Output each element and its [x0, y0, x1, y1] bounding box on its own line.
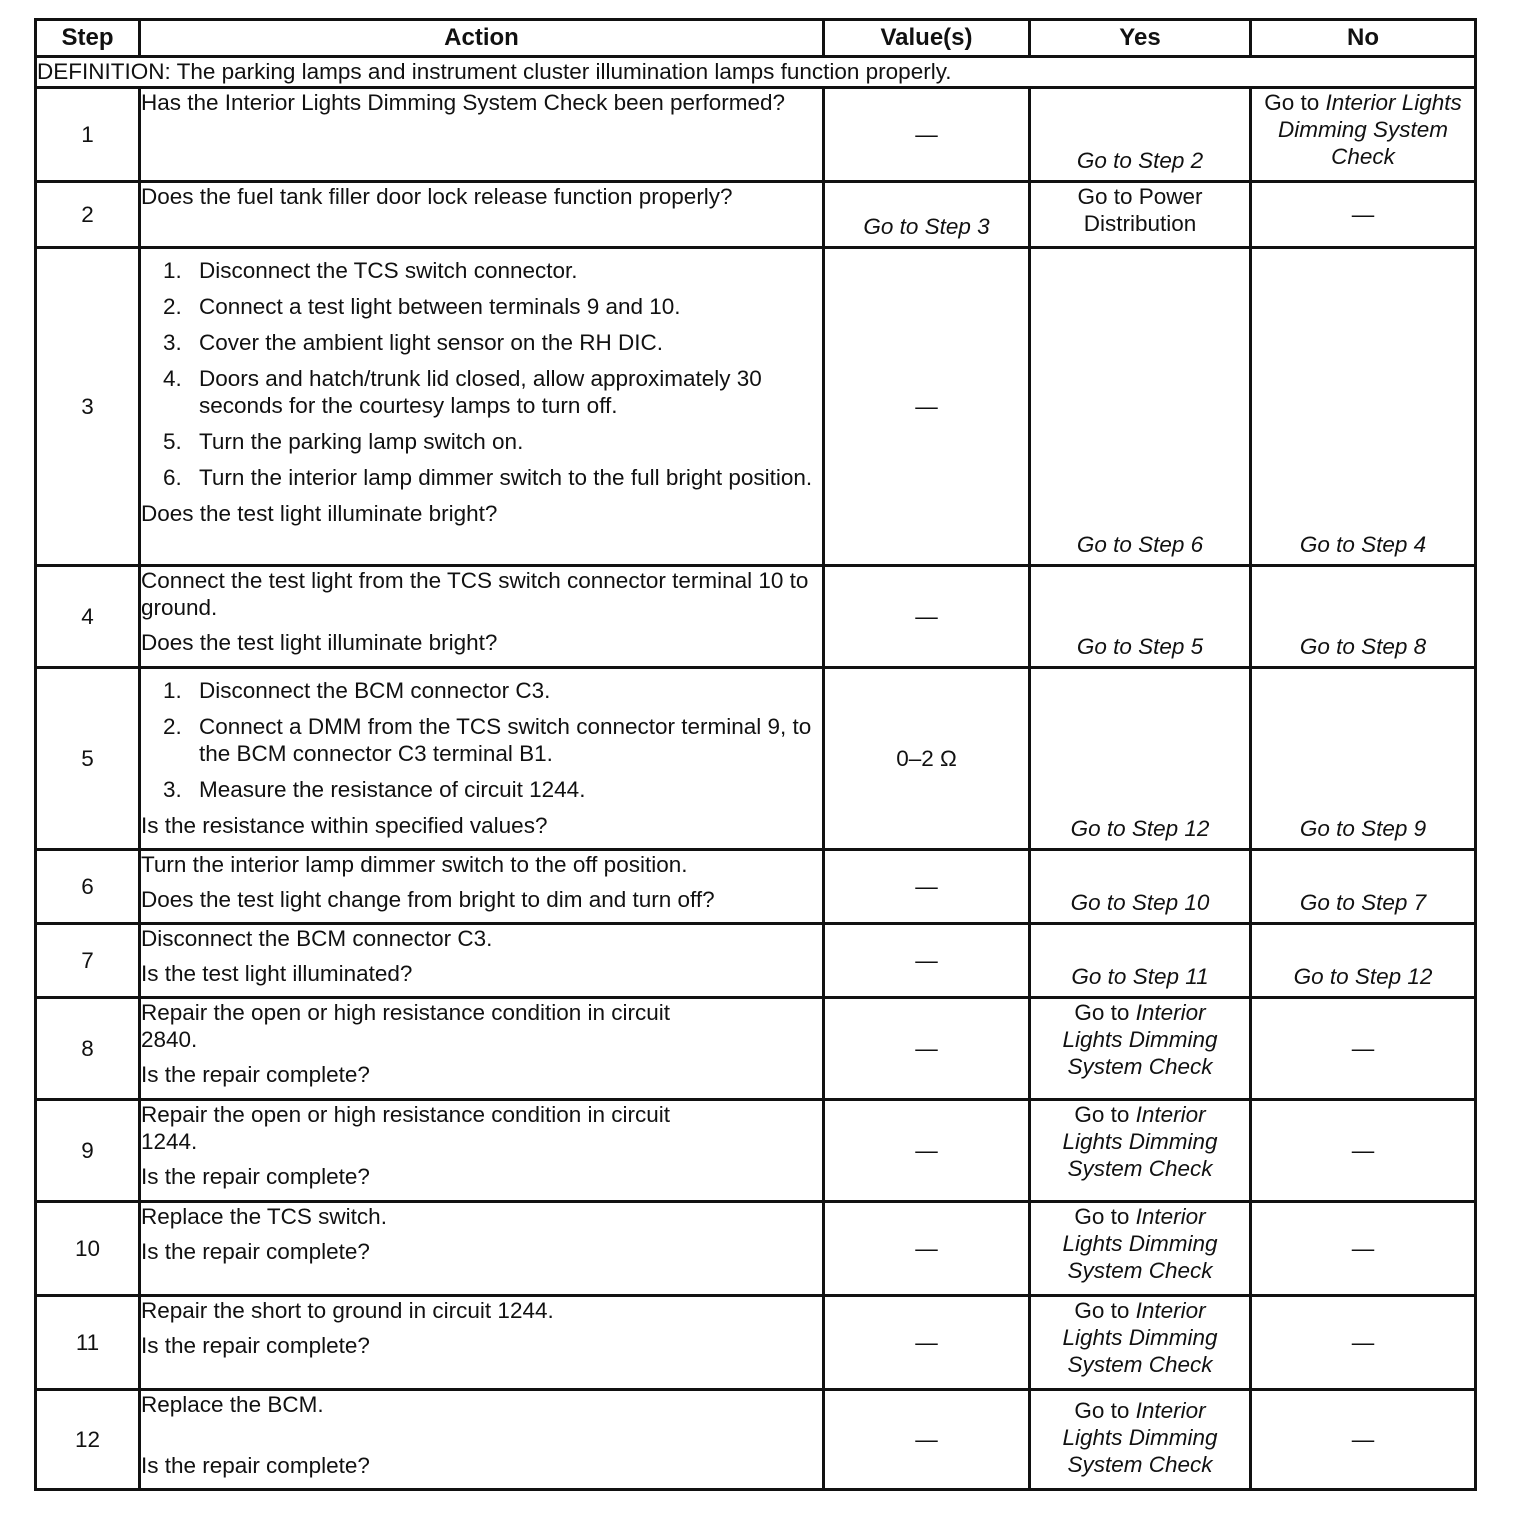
step-number: 12 [36, 1390, 140, 1490]
action-cell [140, 1390, 824, 1490]
header-no: No [1251, 20, 1476, 57]
action-text: Replace the TCS switch. [141, 1204, 387, 1229]
header-yes: Yes [1030, 20, 1251, 57]
header-row [36, 20, 1476, 57]
table-row [36, 668, 1476, 850]
table-row [36, 88, 1476, 182]
no-cell: — [1251, 1390, 1476, 1490]
table-row [36, 182, 1476, 248]
no-link[interactable]: Go to Step 9 [1299, 816, 1427, 841]
no-cell: — [1251, 1296, 1476, 1390]
action-cell [140, 182, 824, 248]
yes-link[interactable]: Go to Interior Lights Dimming System Check [1062, 1298, 1218, 1377]
yes-link[interactable]: Go to Interior Lights Dimming System Check [1062, 1102, 1218, 1181]
action-question: Is the repair complete? [141, 1453, 370, 1478]
value-cell [824, 182, 1030, 248]
value-cell: — [824, 1202, 1030, 1296]
value-cell: — [824, 566, 1030, 668]
yes-link[interactable]: Go to Interior Lights Dimming System Check [1062, 1204, 1218, 1283]
list-item: 3. Cover the ambient light sensor on the RH DIC. [163, 330, 663, 355]
no-cell [1251, 924, 1476, 998]
yes-link[interactable]: Go to Step 10 [1070, 890, 1210, 915]
step-number: 6 [36, 850, 140, 924]
action-cell [140, 248, 824, 566]
yes-cell [1030, 850, 1251, 924]
action-text: Turn the interior lamp dimmer switch to the off position. [141, 852, 688, 877]
no-link[interactable]: Go to Step 8 [1299, 634, 1427, 659]
yes-link[interactable]: Go to Power Distribution [1077, 184, 1203, 236]
value-cell: — [824, 998, 1030, 1100]
yes-link[interactable]: Go to Interior Lights Dimming System Check [1062, 1000, 1218, 1079]
list-item: 1. Disconnect the TCS switch connector. [163, 258, 578, 283]
yes-cell [1030, 668, 1251, 850]
action-question: Is the repair complete? [141, 1239, 370, 1264]
yes-cell [1030, 248, 1251, 566]
table-row [36, 1202, 1476, 1296]
value-cell: — [824, 1390, 1030, 1490]
action-cell [140, 1296, 824, 1390]
header-action: Action [140, 20, 824, 57]
action-cell [140, 668, 824, 850]
action-cell [140, 88, 824, 182]
no-link[interactable]: Go to Step 4 [1299, 532, 1427, 557]
step-number: 5 [36, 668, 140, 850]
header-step: Step [36, 20, 140, 57]
action-question: Is the repair complete? [141, 1164, 370, 1189]
yes-cell [1030, 88, 1251, 182]
yes-link[interactable]: Go to Step 6 [1076, 532, 1204, 557]
table-row [36, 1100, 1476, 1202]
no-link[interactable]: Go to Step 7 [1299, 890, 1427, 915]
value-link[interactable]: Go to Step 3 [863, 214, 990, 239]
definition-text: DEFINITION: The parking lamps and instrument cluster illumination lamps function properly. [36, 57, 1476, 88]
yes-link[interactable]: Go to Interior Lights Dimming System Check [1062, 1398, 1218, 1477]
no-cell [1251, 248, 1476, 566]
action-question: Does the test light illuminate bright? [141, 501, 498, 526]
action-text: Connect the test light from the TCS switch connector terminal 10 to ground. [141, 568, 809, 620]
value-cell: — [824, 248, 1030, 566]
step-number: 1 [36, 88, 140, 182]
procedure-list [141, 677, 822, 803]
step-number: 8 [36, 998, 140, 1100]
list-item: 1. Disconnect the BCM connector C3. [163, 678, 551, 703]
action-cell [140, 924, 824, 998]
no-cell: — [1251, 998, 1476, 1100]
action-text: Replace the BCM. [141, 1392, 324, 1417]
yes-link[interactable]: Go to Step 5 [1076, 634, 1204, 659]
action-text: Does the fuel tank filler door lock release function properly? [141, 184, 733, 209]
yes-cell [1030, 1100, 1251, 1202]
table-row [36, 998, 1476, 1100]
step-number: 7 [36, 924, 140, 998]
no-cell: — [1251, 1100, 1476, 1202]
action-question: Is the test light illuminated? [141, 961, 413, 986]
step-number: 10 [36, 1202, 140, 1296]
table-row [36, 248, 1476, 566]
action-text: Has the Interior Lights Dimming System Check been performed? [141, 90, 786, 115]
action-cell [140, 1100, 824, 1202]
diagnostic-table [34, 18, 1477, 1491]
yes-cell [1030, 924, 1251, 998]
yes-cell [1030, 182, 1251, 248]
action-cell [140, 566, 824, 668]
no-cell [1251, 566, 1476, 668]
action-text: Repair the short to ground in circuit 1244. [141, 1298, 554, 1323]
yes-link[interactable]: Go to Step 12 [1070, 816, 1210, 841]
no-cell: — [1251, 1202, 1476, 1296]
step-number: 3 [36, 248, 140, 566]
table-row [36, 1390, 1476, 1490]
value-cell: — [824, 88, 1030, 182]
action-question: Is the repair complete? [141, 1062, 370, 1087]
table-row [36, 566, 1476, 668]
action-cell [140, 850, 824, 924]
yes-cell [1030, 566, 1251, 668]
header-values: Value(s) [824, 20, 1030, 57]
action-text: Repair the open or high resistance condition in circuit 1244. [141, 1102, 671, 1154]
action-question: Does the test light change from bright to dim and turn off? [141, 887, 715, 912]
yes-link[interactable]: Go to Step 11 [1071, 964, 1209, 989]
no-link[interactable]: Go to Step 12 [1293, 964, 1433, 989]
action-question: Does the test light illuminate bright? [141, 630, 498, 655]
table-row [36, 1296, 1476, 1390]
step-number: 2 [36, 182, 140, 248]
table-row [36, 850, 1476, 924]
list-item: 5. Turn the parking lamp switch on. [163, 429, 524, 454]
action-text: Disconnect the BCM connector C3. [141, 926, 493, 951]
action-text: Repair the open or high resistance condition in circuit 2840. [141, 1000, 671, 1052]
list-item: 6. Turn the interior lamp dimmer switch to the full bright position. [163, 465, 813, 490]
table-row [36, 924, 1476, 998]
definition-row [36, 57, 1476, 88]
value-cell: 0–2 Ω [824, 668, 1030, 850]
value-cell: — [824, 1296, 1030, 1390]
no-cell: — [1251, 182, 1476, 248]
action-cell [140, 998, 824, 1100]
list-item: 4. Doors and hatch/trunk lid closed, allow approximately 30 seconds for the courtesy lamps to turn off. [163, 366, 762, 418]
step-number: 4 [36, 566, 140, 668]
action-question: Is the repair complete? [141, 1333, 370, 1358]
list-item: 2. Connect a test light between terminals 9 and 10. [163, 294, 681, 319]
action-question: Is the resistance within specified values? [141, 813, 548, 838]
value-cell: — [824, 850, 1030, 924]
yes-cell [1030, 1202, 1251, 1296]
yes-link[interactable]: Go to Step 2 [1076, 148, 1204, 173]
step-number: 9 [36, 1100, 140, 1202]
action-cell [140, 1202, 824, 1296]
no-cell [1251, 668, 1476, 850]
step-number: 11 [36, 1296, 140, 1390]
yes-cell [1030, 1390, 1251, 1490]
value-cell: — [824, 924, 1030, 998]
yes-cell [1030, 998, 1251, 1100]
no-cell [1251, 88, 1476, 182]
list-item: 3. Measure the resistance of circuit 1244. [163, 777, 586, 802]
no-cell [1251, 850, 1476, 924]
yes-cell [1030, 1296, 1251, 1390]
value-cell: — [824, 1100, 1030, 1202]
list-item: 2. Connect a DMM from the TCS switch connector terminal 9, to the BCM connector C3 terminal B1. [163, 714, 812, 766]
no-link[interactable]: Go to Interior Lights Dimming System Check [1264, 90, 1462, 169]
procedure-list [141, 257, 822, 491]
